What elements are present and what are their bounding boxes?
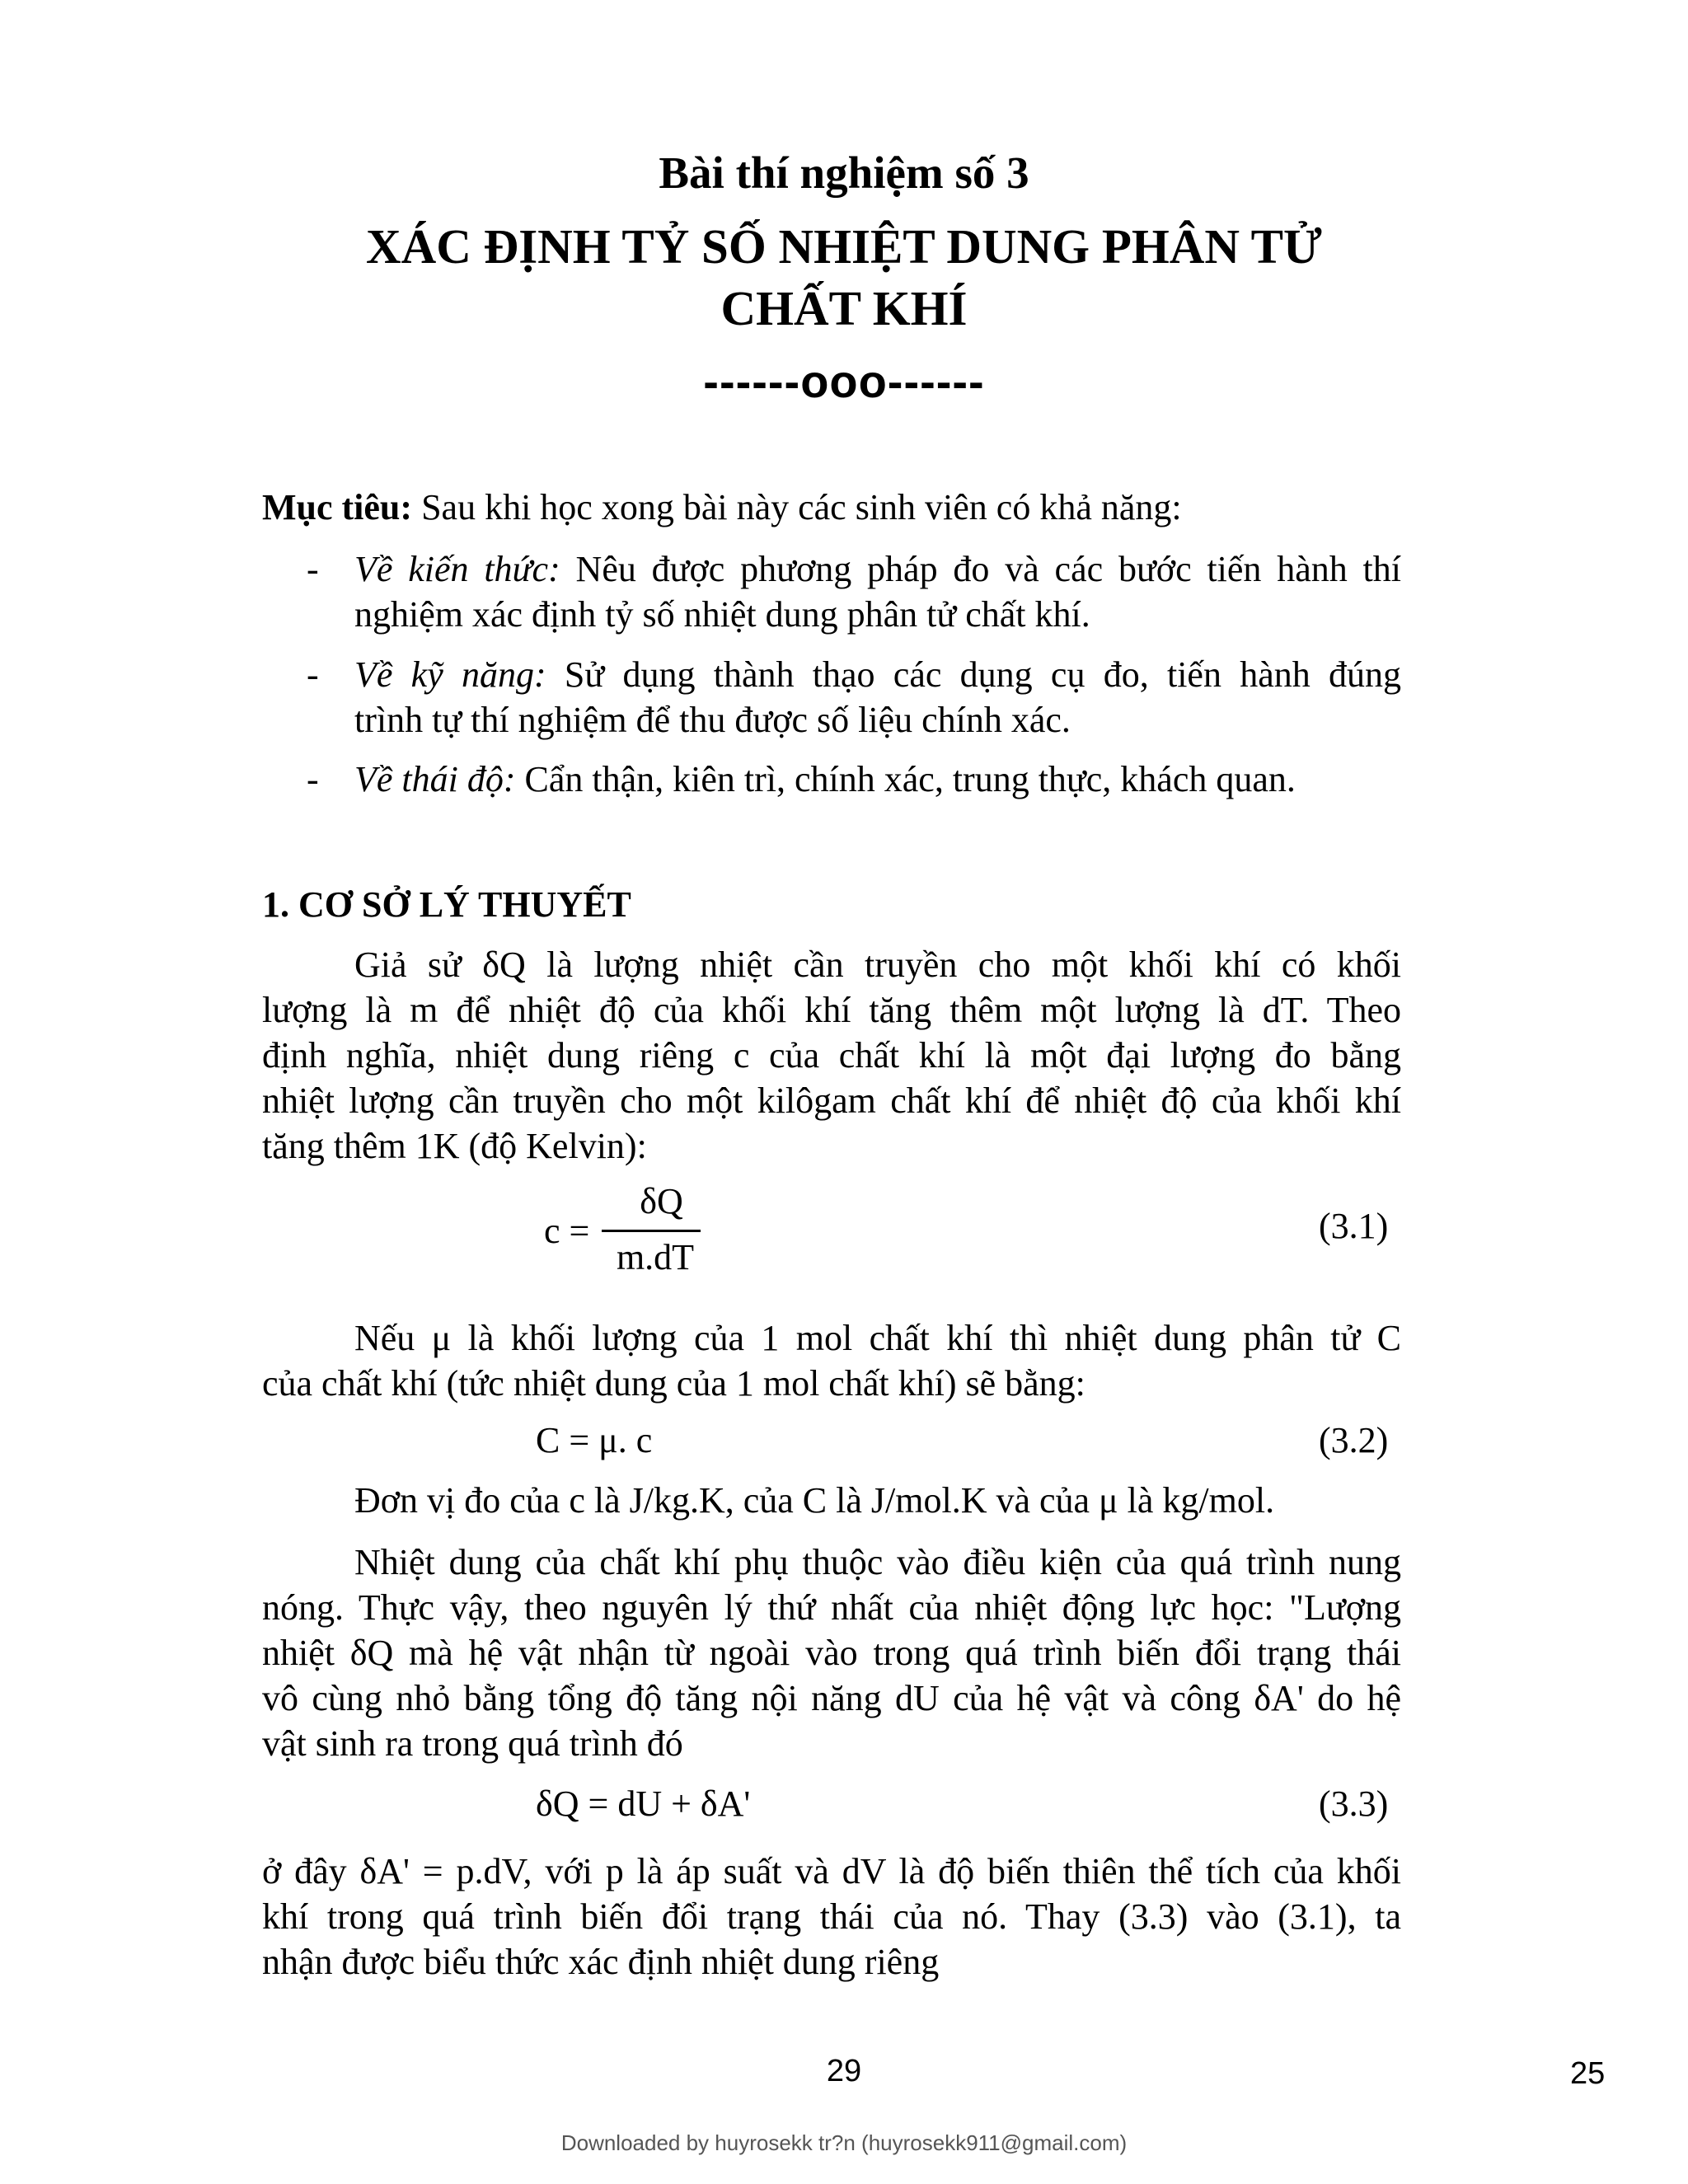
objective-knowledge-line2: nghiệm xác định tỷ số nhiệt dung phân tử chất khí. [354, 594, 1090, 635]
paragraph-line: nhiệt lượng cần truyền cho một kilôgam chất khí để nhiệt độ của khối khí [262, 1080, 1401, 1121]
bullet-dash: - [307, 759, 319, 799]
paragraph-line: Đơn vị đo của c là J/kg.K, của C là J/mol.K và của μ là kg/mol. [354, 1480, 1275, 1521]
bullet-dash: - [307, 654, 319, 695]
download-note: Downloaded by huyrosekk tr?n (huyrosekk911@gmail.com) [560, 2130, 1128, 2155]
paragraph-line: Giả sử δQ là lượng nhiệt cần truyền cho một khối khí có khối [354, 944, 1401, 985]
paragraph-line: lượng là m để nhiệt độ của khối khí tăng thêm một lượng là dT. Theo [262, 990, 1401, 1030]
objective-knowledge-label: Về kiến thức: [354, 549, 560, 589]
paragraph-line: ở đây δA' = p.dV, với p là áp suất và dV là độ biến thiên thể tích của khối [262, 1851, 1401, 1891]
paragraph-line: vật sinh ra trong quá trình đó [262, 1723, 683, 1764]
objectives-intro [262, 486, 1182, 529]
objective-attitude-label: Về thái độ: [354, 759, 516, 799]
equation-3-1-denominator: m.dT [616, 1237, 695, 1277]
fraction-bar [602, 1230, 701, 1232]
objective-skills-line1 [354, 654, 1401, 696]
page-number-right: 25 [1570, 2056, 1606, 2091]
lab-title: Bài thí nghiệm số 3 [659, 148, 1029, 198]
objective-attitude-line1 [354, 758, 1296, 801]
paragraph-line: vô cùng nhỏ bằng tổng độ tăng nội năng dU của hệ vật và công δA' do hệ [262, 1678, 1401, 1718]
paragraph-line: nhận được biểu thức xác định nhiệt dung riêng [262, 1942, 940, 1982]
equation-number: (3.1) [1319, 1206, 1389, 1246]
objective-attitude-text: Cẩn thận, kiên trì, chính xác, trung thực, khách quan. [515, 759, 1296, 799]
objective-skills-line2: trình tự thí nghiệm để thu được số liệu chính xác. [354, 700, 1071, 740]
objective-skills-label: Về kỹ năng: [354, 654, 546, 695]
paragraph-line: nhiệt δQ mà hệ vật nhận từ ngoài vào trong quá trình biến đổi trạng thái [262, 1633, 1401, 1673]
objective-skills-text: Sử dụng thành thạo các dụng cụ đo, tiến hành đúng [546, 654, 1402, 695]
equation-3-3: δQ = dU + δA' [536, 1783, 751, 1824]
title-ornament: ------ooo------ [703, 355, 985, 407]
equation-3-1-lhs: c = [544, 1211, 590, 1251]
main-title-line-2: CHẤT KHÍ [720, 281, 968, 335]
section-heading: 1. CƠ SỞ LÝ THUYẾT [262, 884, 631, 925]
objective-knowledge-line1 [354, 548, 1401, 591]
objectives-intro-text: Sau khi học xong bài này các sinh viên có khả năng: [412, 487, 1182, 527]
page-number: 29 [826, 2054, 862, 2088]
paragraph-line: nóng. Thực vậy, theo nguyên lý thứ nhất của nhiệt động lực học: "Lượng [262, 1587, 1401, 1628]
equation-3-2: C = μ. c [536, 1420, 653, 1460]
paragraph-line: của chất khí (tức nhiệt dung của 1 mol chất khí) sẽ bằng: [262, 1363, 1085, 1404]
equation-number: (3.2) [1319, 1420, 1389, 1460]
paragraph-line: khí trong quá trình biến đổi trạng thái của nó. Thay (3.3) vào (3.1), ta [262, 1896, 1401, 1937]
bullet-dash: - [307, 549, 319, 589]
paragraph-line: Nhiệt dung của chất khí phụ thuộc vào điều kiện của quá trình nung [354, 1542, 1401, 1582]
paragraph-line: định nghĩa, nhiệt dung riêng c của chất khí là một đại lượng đo bằng [262, 1035, 1401, 1076]
equation-3-1-numerator: δQ [640, 1181, 683, 1221]
objective-knowledge-text: Nêu được phương pháp đo và các bước tiến hành thí [560, 549, 1402, 589]
paragraph-line: tăng thêm 1K (độ Kelvin): [262, 1126, 647, 1166]
paragraph-line: Nếu μ là khối lượng của 1 mol chất khí thì nhiệt dung phân tử C [354, 1318, 1401, 1358]
main-title-line-1: XÁC ĐỊNH TỶ SỐ NHIỆT DUNG PHÂN TỬ [366, 219, 1322, 274]
equation-number: (3.3) [1319, 1783, 1389, 1824]
objectives-label: Mục tiêu: [262, 487, 413, 527]
